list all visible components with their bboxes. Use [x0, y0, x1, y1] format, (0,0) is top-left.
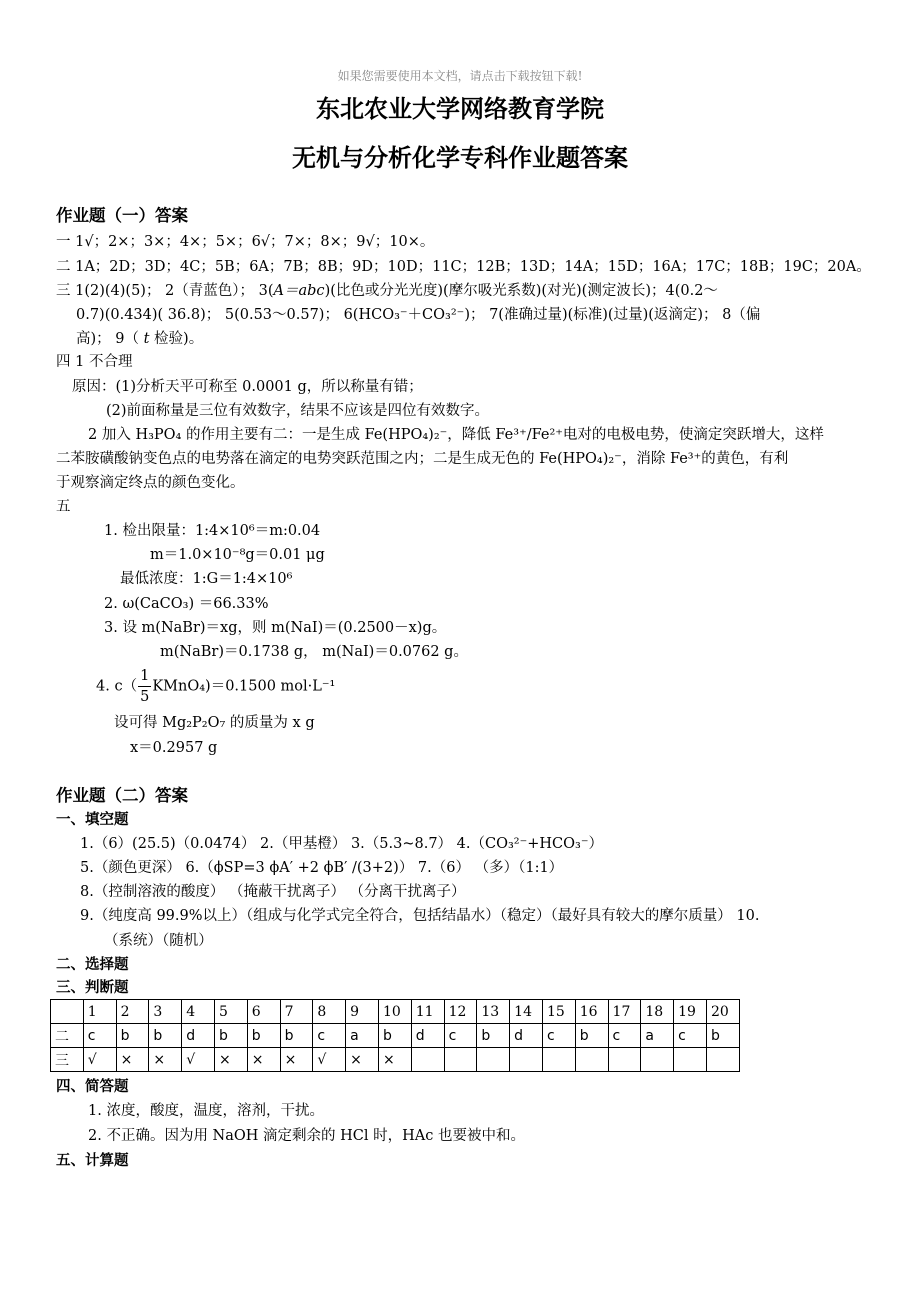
short-answer-heading: 四、简答题	[56, 1078, 129, 1095]
table-cell: 12	[444, 1000, 477, 1024]
table-cell	[51, 1000, 84, 1024]
table-cell: 11	[411, 1000, 444, 1024]
table-cell	[510, 1048, 543, 1072]
calculation-heading: 五、计算题	[56, 1152, 129, 1169]
table-cell: ×	[214, 1048, 247, 1072]
table-cell: 三	[51, 1048, 84, 1072]
table-cell: d	[510, 1024, 543, 1048]
table-cell: d	[182, 1024, 215, 1048]
table-cell: b	[477, 1024, 510, 1048]
table-cell: 19	[674, 1000, 707, 1024]
calc-2: 2. ω(CaCO₃) ＝66.33%	[104, 596, 269, 612]
table-cell: 5	[214, 1000, 247, 1024]
hw1-para-line1: 2 加入 H₃PO₄ 的作用主要有二：一是生成 Fe(HPO₄)₂⁻，降低 Fe³⁺/Fe²⁺电对的电极电势，使滴定突跃增大，这样	[88, 427, 824, 443]
table-cell	[477, 1048, 510, 1072]
calc-4-line2: 设可得 Mg₂P₂O₇ 的质量为 x g	[114, 715, 315, 731]
fraction-numerator: 1	[138, 666, 151, 687]
table-cell: b	[149, 1024, 182, 1048]
table-cell: c	[83, 1024, 116, 1048]
table-cell: 7	[280, 1000, 313, 1024]
beer-law-formula: A＝abc	[273, 283, 325, 299]
calc-1-line2: m＝1.0×10⁻⁸g＝0.01 μg	[150, 547, 325, 563]
table-cell: b	[247, 1024, 280, 1048]
table-cell: ×	[280, 1048, 313, 1072]
fill-line-4: 9.（纯度高 99.9%以上）（组成与化学式完全符合，包括结晶水）（稳定）（最好具有较大的摩尔质量） 10.	[80, 908, 760, 924]
table-cell: 13	[477, 1000, 510, 1024]
text-span: 高)； 9（	[76, 331, 144, 347]
table-cell	[608, 1048, 641, 1072]
table-cell: ×	[378, 1048, 411, 1072]
table-cell: d	[411, 1024, 444, 1048]
hw1-section-2: 二 1A；2D；3D；4C；5B；6A；7B；8B；9D；10D；11C；12B；13D；14A；15D；16A；17C；18B；19C；20A。	[56, 259, 871, 275]
table-cell: 二	[51, 1024, 84, 1048]
table-cell	[411, 1048, 444, 1072]
table-cell	[542, 1048, 575, 1072]
table-cell: 3	[149, 1000, 182, 1024]
calc-4-line3: x＝0.2957 g	[130, 740, 218, 756]
fill-line-2: 5.（颜色更深） 6.（ϕSP=3 ϕA′ +2 ϕB′ /(3+2)） 7.（6） （多）（1:1）	[80, 860, 564, 876]
table-cell: a	[641, 1024, 674, 1048]
hw1-section-3-line1	[56, 281, 718, 301]
table-cell: a	[346, 1024, 379, 1048]
fill-blank-heading: 一、填空题	[56, 811, 129, 828]
judge-heading: 三、判断题	[56, 979, 129, 996]
hw1-section-4-title: 四 1 不合理	[56, 354, 133, 370]
choice-heading: 二、选择题	[56, 956, 129, 973]
document-title: 无机与分析化学专科作业题答案	[292, 143, 628, 172]
short-answer-1: 1. 浓度，酸度，温度，溶剂，干扰。	[88, 1103, 324, 1119]
hw1-section-3-line3	[76, 329, 203, 349]
table-row-judge	[51, 1048, 740, 1072]
hw1-section-5-title: 五	[56, 499, 71, 515]
table-cell: 9	[346, 1000, 379, 1024]
table-cell: 6	[247, 1000, 280, 1024]
hw1-reason-1: 原因：(1)分析天平可称至 0.0001 g，所以称量有错；	[72, 379, 423, 395]
text-span: 检验)。	[149, 331, 204, 347]
fraction	[138, 666, 151, 707]
table-cell	[444, 1048, 477, 1072]
text-span: 三 1(2)(4)(5)； 2（青蓝色）； 3(	[56, 283, 274, 299]
table-cell: ×	[149, 1048, 182, 1072]
hw2-heading: 作业题（二）答案	[56, 786, 188, 805]
table-cell	[706, 1048, 739, 1072]
table-cell: 18	[641, 1000, 674, 1024]
hw1-para-line2: 二苯胺磺酸钠变色点的电势落在滴定的电势突跃范围之内；二是生成无色的 Fe(HPO₄)₂⁻，消除 Fe³⁺的黄色，有利	[56, 451, 789, 467]
table-cell: 1	[83, 1000, 116, 1024]
table-cell: ×	[346, 1048, 379, 1072]
calc-1-line1: 1. 检出限量：1:4×10⁶＝m:0.04	[104, 523, 321, 539]
hw1-para-line3: 于观察滴定终点的颜色变化。	[56, 475, 245, 491]
fill-line-3: 8.（控制溶液的酸度） （掩蔽干扰离子） （分离干扰离子）	[80, 884, 466, 900]
fill-line-5: （系统）（随机）	[104, 933, 213, 949]
table-cell: c	[674, 1024, 707, 1048]
table-cell: ×	[116, 1048, 149, 1072]
table-cell: c	[542, 1024, 575, 1048]
table-cell: 15	[542, 1000, 575, 1024]
table-cell: 17	[608, 1000, 641, 1024]
hw1-section-1: 一 1√；2×；3×；4×；5×；6√；7×；8×；9√；10×。	[56, 234, 435, 250]
calc-4-line1	[96, 666, 335, 707]
table-cell	[575, 1048, 608, 1072]
table-cell: b	[706, 1024, 739, 1048]
answer-table	[50, 999, 740, 1072]
table-cell: b	[378, 1024, 411, 1048]
table-cell: 20	[706, 1000, 739, 1024]
table-cell: ×	[247, 1048, 280, 1072]
table-cell: √	[83, 1048, 116, 1072]
table-cell: √	[182, 1048, 215, 1072]
table-cell: 16	[575, 1000, 608, 1024]
table-cell: 2	[116, 1000, 149, 1024]
table-cell: b	[116, 1024, 149, 1048]
table-cell: c	[444, 1024, 477, 1048]
calc-3-line1: 3. 设 m(NaBr)＝xg，则 m(NaI)＝(0.2500－x)g。	[104, 620, 447, 636]
fill-line-1: 1.（6）(25.5)（0.0474） 2.（甲基橙） 3.（5.3~8.7） 4.（CO₃²⁻+HCO₃⁻）	[80, 836, 603, 852]
table-cell: c	[608, 1024, 641, 1048]
table-cell: 10	[378, 1000, 411, 1024]
download-notice: 如果您需要使用本文档，请点击下载按钮下载!	[337, 69, 583, 83]
fraction-denominator: 5	[140, 689, 150, 705]
table-row-choice	[51, 1024, 740, 1048]
table-cell	[641, 1048, 674, 1072]
table-cell: b	[214, 1024, 247, 1048]
text-span: 4. c（	[96, 678, 138, 695]
text-span: )(比色或分光光度)(摩尔吸光系数)(对光)(测定波长)；4(0.2～	[324, 283, 718, 299]
calc-3-line2: m(NaBr)＝0.1738 g， m(NaI)＝0.0762 g。	[160, 644, 468, 660]
table-cell: c	[313, 1024, 346, 1048]
hw1-heading: 作业题（一）答案	[56, 206, 188, 225]
hw1-reason-2: (2)前面称量是三位有效数字，结果不应该是四位有效数字。	[106, 403, 490, 419]
table-cell: b	[280, 1024, 313, 1048]
table-cell: 14	[510, 1000, 543, 1024]
text-span: KMnO₄)＝0.1500 mol·L⁻¹	[152, 678, 336, 695]
short-answer-2: 2. 不正确。因为用 NaOH 滴定剩余的 HCl 时，HAc 也要被中和。	[88, 1128, 525, 1144]
t-symbol: t	[143, 331, 150, 347]
table-cell: 4	[182, 1000, 215, 1024]
hw1-section-3-line2: 0.7)(0.434)( 36.8)； 5(0.53～0.57)； 6(HCO₃⁻＋CO₃²⁻)； 7(准确过量)(标准)(过量)(返滴定)； 8（偏	[76, 307, 761, 323]
calc-1-line3: 最低浓度：1:G＝1:4×10⁶	[120, 571, 293, 587]
table-cell: b	[575, 1024, 608, 1048]
table-header-row	[51, 1000, 740, 1024]
table-cell	[674, 1048, 707, 1072]
institution-title: 东北农业大学网络教育学院	[316, 94, 604, 123]
table-cell: 8	[313, 1000, 346, 1024]
table-cell: √	[313, 1048, 346, 1072]
